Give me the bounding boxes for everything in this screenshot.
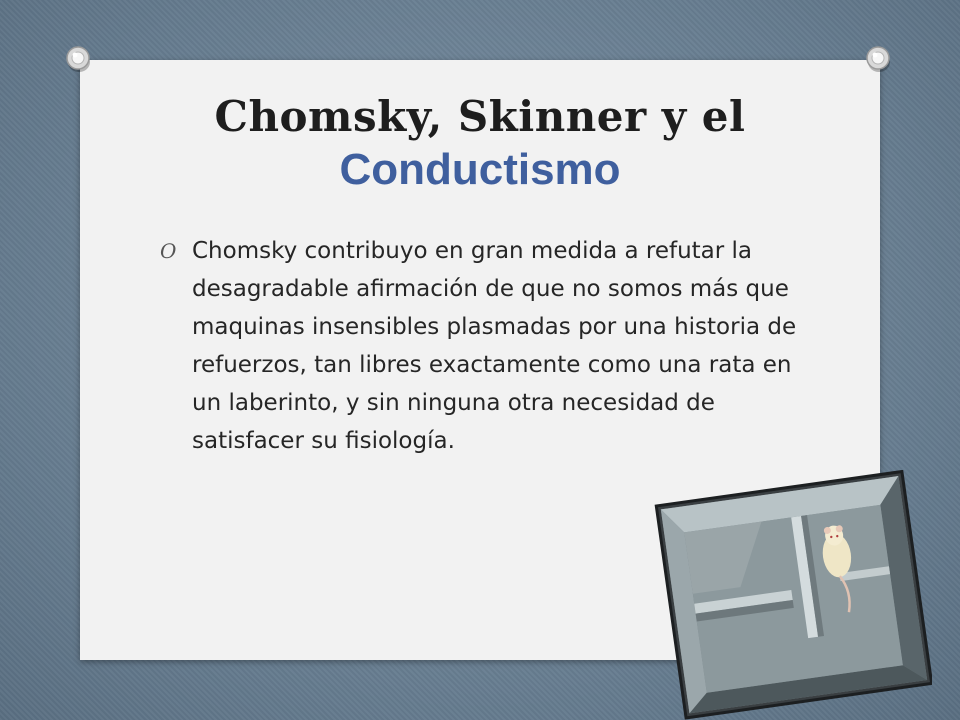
pushpin-icon <box>62 42 96 76</box>
rat-maze-photo <box>652 470 932 720</box>
bullet-text: Chomsky contribuyo en gran medida a refutar la desagradable afirmación de que no somos más que maquinas insensibles plasmadas por una historia de refuerzos, tan libres exactamente como una rata en un laberinto, y sin ninguna otra necesidad de satisfacer su fisiología. <box>192 238 797 454</box>
bullet-marker-icon: O <box>160 239 177 263</box>
slide-title <box>80 92 880 197</box>
bullet-item <box>160 232 800 460</box>
slide-title-line1: Chomsky, Skinner y el <box>214 92 746 141</box>
slide-title-line2: Conductismo <box>339 145 621 195</box>
pushpin-icon <box>862 42 896 76</box>
bullet-list <box>160 232 800 460</box>
